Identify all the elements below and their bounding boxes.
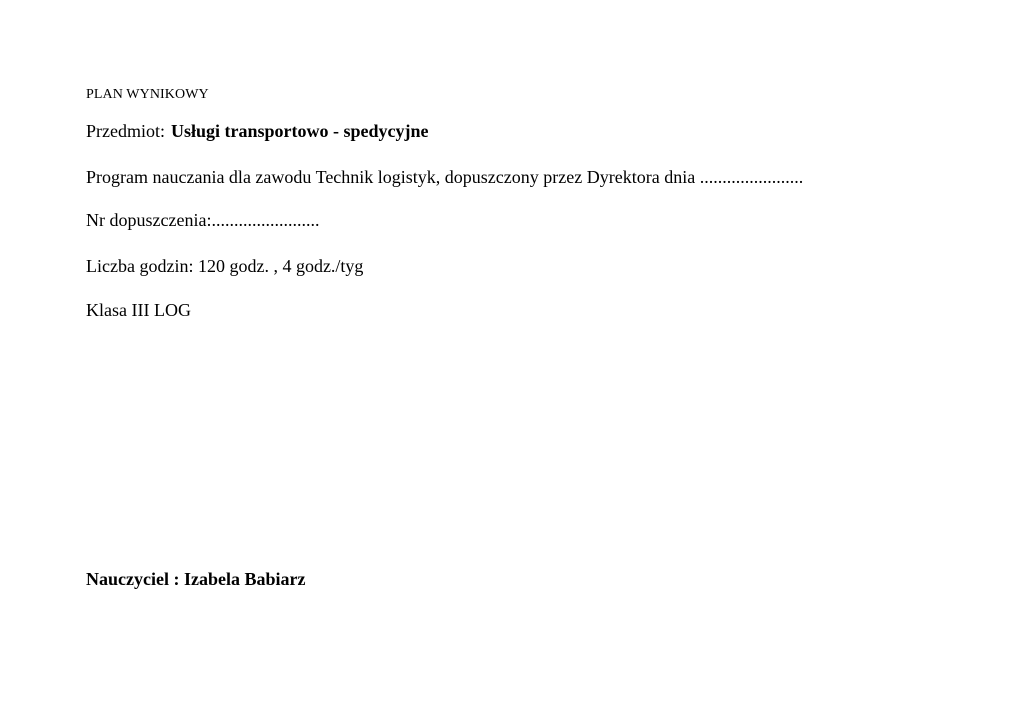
program-line: Program nauczania dla zawodu Technik logistyk, dopuszczony przez Dyrektora dnia ....................... (86, 167, 804, 187)
document-header: PLAN WYNIKOWY (86, 87, 209, 102)
class-line: Klasa III LOG (86, 300, 191, 320)
subject-value: Usługi transportowo - spedycyjne (171, 121, 429, 141)
subject-line (86, 122, 429, 140)
approval-number-line: Nr dopuszczenia:........................ (86, 210, 320, 230)
hours-line: Liczba godzin: 120 godz. , 4 godz./tyg (86, 256, 364, 276)
teacher-line: Nauczyciel : Izabela Babiarz (86, 569, 306, 589)
subject-label: Przedmiot: (86, 121, 165, 141)
